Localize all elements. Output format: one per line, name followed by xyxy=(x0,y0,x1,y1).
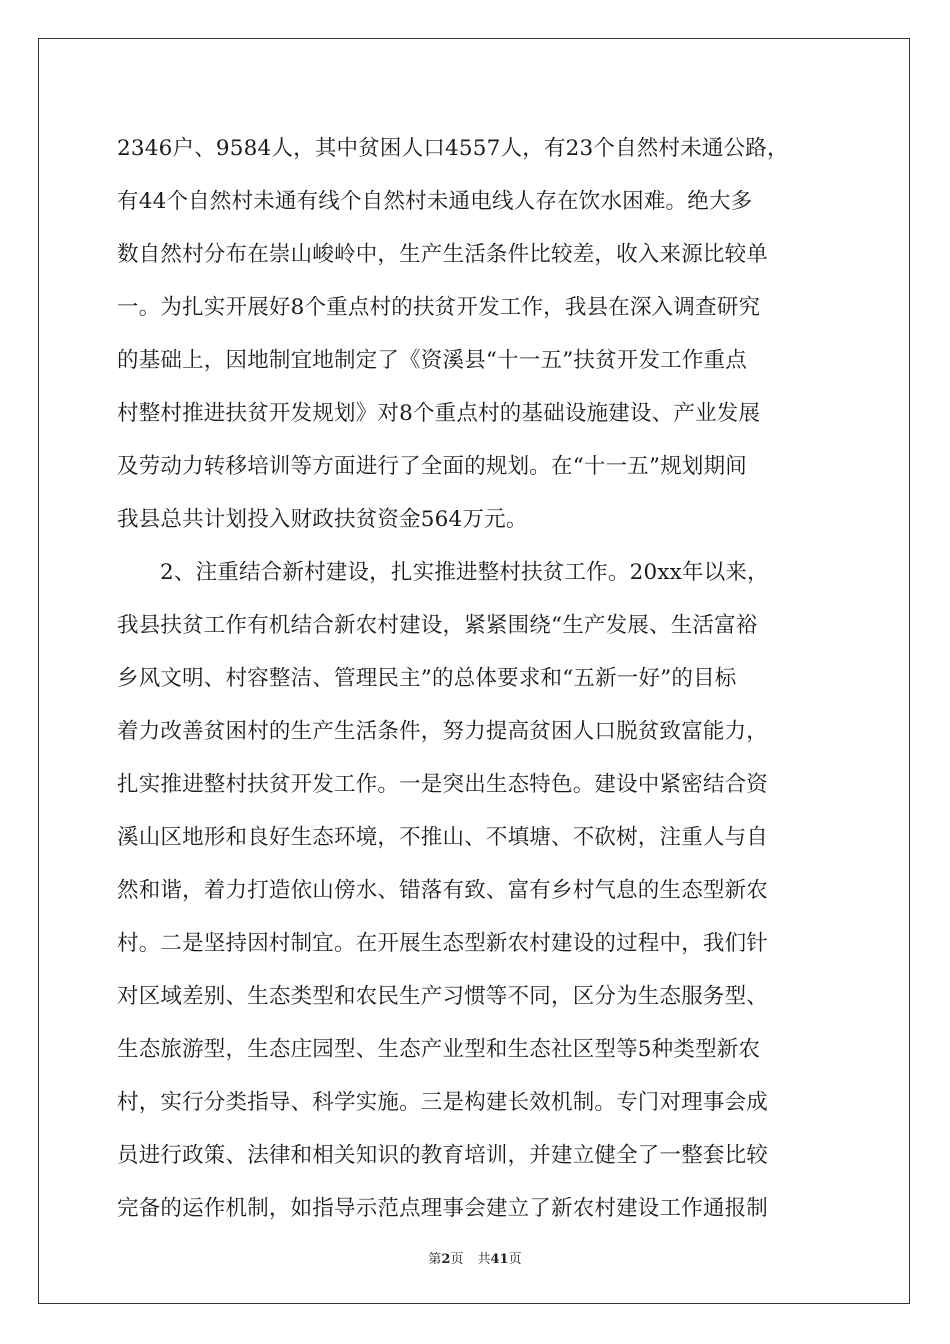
text-line: 一。为扎实开展好8个重点村的扶贫开发工作，我县在深入调查研究 xyxy=(117,295,761,320)
text-line: 数自然村分布在崇山峻岭中，生产生活条件比较差，收入来源比较单 xyxy=(117,242,769,267)
text-line: 完备的运作机制，如指导示范点理事会建立了新农村建设工作通报制 xyxy=(117,1196,769,1221)
text-line: 2346户、9584人，其中贫困人口4557人，有23个自然村未通公路， xyxy=(117,136,789,161)
page-label-prefix: 第 xyxy=(428,1252,442,1267)
text-line: 对区域差别、生态类型和农民生产习惯等不同，区分为生态服务型、 xyxy=(117,984,769,1009)
text-line: 生态旅游型，生态庄园型、生态产业型和生态社区型等5种类型新农 xyxy=(117,1037,761,1062)
text-line: 村整村推进扶贫开发规划》对8个重点村的基础设施建设、产业发展 xyxy=(117,401,761,426)
text-line: 着力改善贫困村的生产生活条件，努力提高贫困人口脱贫致富能力， xyxy=(117,719,769,744)
text-line: 我县总共计划投入财政扶贫资金564万元。 xyxy=(117,507,528,532)
text-line: 2、注重结合新村建设，扎实推进整村扶贫工作。20xx年以来， xyxy=(160,560,769,585)
current-page-number: 2 xyxy=(441,1252,451,1267)
text-line: 有44个自然村未通有线个自然村未通电线人存在饮水困难。绝大多 xyxy=(117,189,753,214)
text-line: 村。二是坚持因村制宜。在开展生态型新农村建设的过程中，我们针 xyxy=(117,931,769,956)
total-label-suffix: 页 xyxy=(508,1252,522,1267)
document-body xyxy=(117,122,837,1235)
text-line: 我县扶贫工作有机结合新农村建设，紧紧围绕“生产发展、生活富裕 xyxy=(117,613,758,638)
total-label-prefix: 共 xyxy=(477,1252,491,1267)
text-line: 扎实推进整村扶贫开发工作。一是突出生态特色。建设中紧密结合资 xyxy=(117,772,769,797)
text-line: 乡风文明、村容整洁、管理民主”的总体要求和“五新一好”的目标 xyxy=(117,666,737,691)
text-line: 及劳动力转移培训等方面进行了全面的规划。在“十一五”规划期间 xyxy=(117,454,747,479)
text-line: 村，实行分类指导、科学实施。三是构建长效机制。专门对理事会成 xyxy=(117,1090,769,1115)
text-line: 的基础上，因地制宜地制定了《资溪县“十一五”扶贫开发工作重点 xyxy=(117,348,747,373)
text-line: 员进行政策、法律和相关知识的教育培训，并建立健全了一整套比较 xyxy=(117,1143,769,1168)
text-line: 溪山区地形和良好生态环境，不推山、不填塘、不砍树，注重人与自 xyxy=(117,825,769,850)
page-footer xyxy=(0,1248,950,1267)
text-line: 然和谐，着力打造依山傍水、错落有致、富有乡村气息的生态型新农 xyxy=(117,878,769,903)
total-page-count: 41 xyxy=(490,1252,509,1267)
page-label-suffix: 页 xyxy=(450,1252,464,1267)
